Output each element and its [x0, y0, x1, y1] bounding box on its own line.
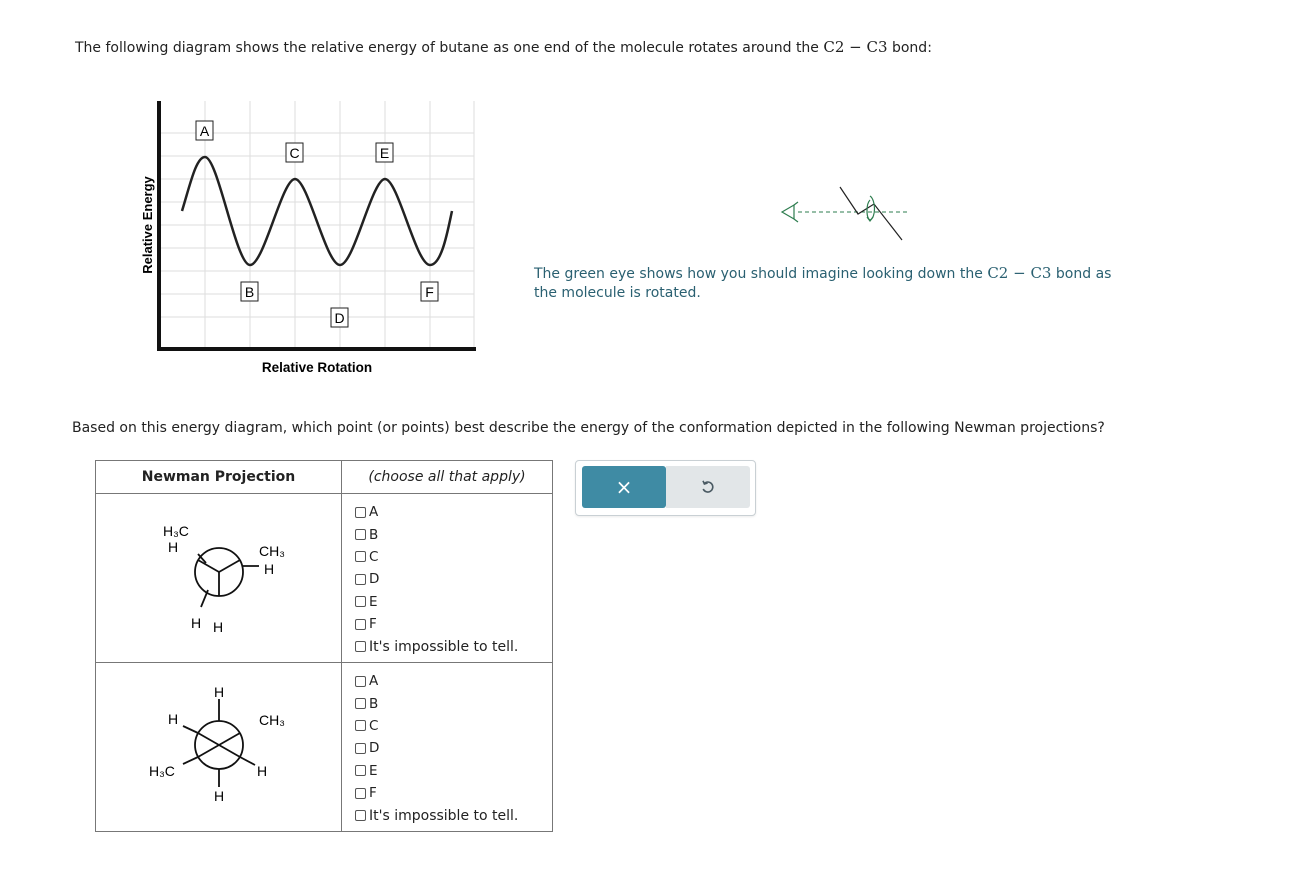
choices-cell-2	[342, 663, 553, 832]
checkbox[interactable]	[355, 507, 366, 518]
svg-text:C: C	[289, 145, 300, 161]
checkbox[interactable]	[355, 788, 366, 799]
group-h-right: H	[264, 561, 275, 577]
question-text: Based on this energy diagram, which point (or points) best describe the energy of the conformation depicted in the following Newman projections?	[72, 420, 1105, 436]
choice-2-b[interactable]: B	[355, 692, 552, 714]
choice-1-a[interactable]: A	[355, 501, 552, 523]
eye-note-bond: C2 − C3	[987, 264, 1052, 282]
choice-1-c[interactable]: C	[355, 546, 552, 568]
checkbox[interactable]	[355, 641, 366, 652]
point-label-b	[241, 282, 258, 301]
choice-2-a[interactable]: A	[355, 670, 552, 692]
choices-cell-1	[342, 494, 553, 663]
choice-1-d[interactable]: D	[355, 568, 552, 590]
x-axis-label: Relative Rotation	[261, 360, 373, 375]
group-ch3: CH₃	[259, 543, 285, 559]
checkbox[interactable]	[355, 574, 366, 585]
newman-table	[95, 460, 553, 832]
newman-projection-2	[97, 663, 340, 827]
table-row	[96, 494, 553, 663]
checkbox[interactable]	[355, 810, 366, 821]
group-ch3: CH₃	[259, 712, 285, 728]
checkbox[interactable]	[355, 765, 366, 776]
checkbox[interactable]	[355, 676, 366, 687]
group-h-right: H	[257, 763, 268, 779]
point-label-f	[421, 282, 438, 301]
intro-after: bond:	[887, 40, 932, 56]
svg-text:B: B	[244, 284, 255, 300]
answer-toolbar	[575, 460, 756, 516]
checkbox[interactable]	[355, 529, 366, 540]
eye-note	[534, 264, 1134, 303]
group-h-bottom: H	[214, 788, 225, 804]
intro-text	[75, 38, 932, 56]
group-h-left: H	[168, 539, 179, 555]
newman-projection-1-cell	[96, 494, 342, 663]
choice-1-b[interactable]: B	[355, 523, 552, 545]
eye-note-before: The green eye shows how you should imagine looking down the	[534, 266, 988, 282]
choice-1-impossible[interactable]: It's impossible to tell.	[355, 635, 552, 657]
undo-icon	[700, 479, 716, 495]
group-h-bottom-right: H	[213, 619, 224, 635]
checkbox[interactable]	[355, 596, 366, 607]
checkbox[interactable]	[355, 698, 366, 709]
reset-button[interactable]	[666, 466, 750, 508]
choice-1-e[interactable]: E	[355, 591, 552, 613]
rotation-arrow-icon	[867, 196, 875, 221]
close-icon: ×	[615, 475, 633, 499]
newman-projection-2-cell	[96, 663, 342, 832]
energy-curve	[182, 157, 452, 265]
group-h-bottom-left: H	[191, 615, 202, 631]
group-h-left: H	[168, 711, 179, 727]
svg-text:A: A	[199, 123, 210, 139]
group-h3c: H₃C	[163, 523, 189, 539]
newman-projection-1	[97, 494, 340, 658]
table-row	[96, 663, 553, 832]
svg-text:E: E	[379, 145, 390, 161]
energy-diagram	[130, 95, 490, 385]
header-choices: (choose all that apply)	[342, 461, 553, 494]
checkbox[interactable]	[355, 619, 366, 630]
svg-text:D: D	[334, 310, 345, 326]
group-h3c: H₃C	[149, 763, 175, 779]
point-label-e	[376, 143, 393, 162]
clear-button[interactable]	[582, 466, 666, 508]
point-label-a	[196, 121, 213, 140]
choice-2-e[interactable]: E	[355, 760, 552, 782]
choice-1-f[interactable]: F	[355, 613, 552, 635]
checkbox[interactable]	[355, 720, 366, 731]
intro-bond: C2 − C3	[823, 38, 888, 56]
y-axis-label: Relative Energy	[140, 176, 155, 274]
eye-note-after: bond as the molecule is rotated.	[534, 266, 1112, 301]
choice-2-d[interactable]: D	[355, 737, 552, 759]
checkbox[interactable]	[355, 551, 366, 562]
header-projection: Newman Projection	[96, 461, 342, 494]
butane-zigzag	[840, 187, 902, 240]
group-h-top: H	[214, 684, 225, 700]
choice-2-f[interactable]: F	[355, 782, 552, 804]
point-label-c	[286, 143, 303, 162]
choice-2-c[interactable]: C	[355, 715, 552, 737]
checkbox[interactable]	[355, 743, 366, 754]
intro-before: The following diagram shows the relative energy of butane as one end of the molecule rotates around the	[75, 40, 824, 56]
choice-2-impossible[interactable]: It's impossible to tell.	[355, 804, 552, 826]
svg-text:F: F	[425, 284, 434, 300]
point-label-d	[331, 308, 348, 327]
eye-viewing-figure	[770, 180, 920, 250]
eye-icon	[782, 202, 798, 222]
